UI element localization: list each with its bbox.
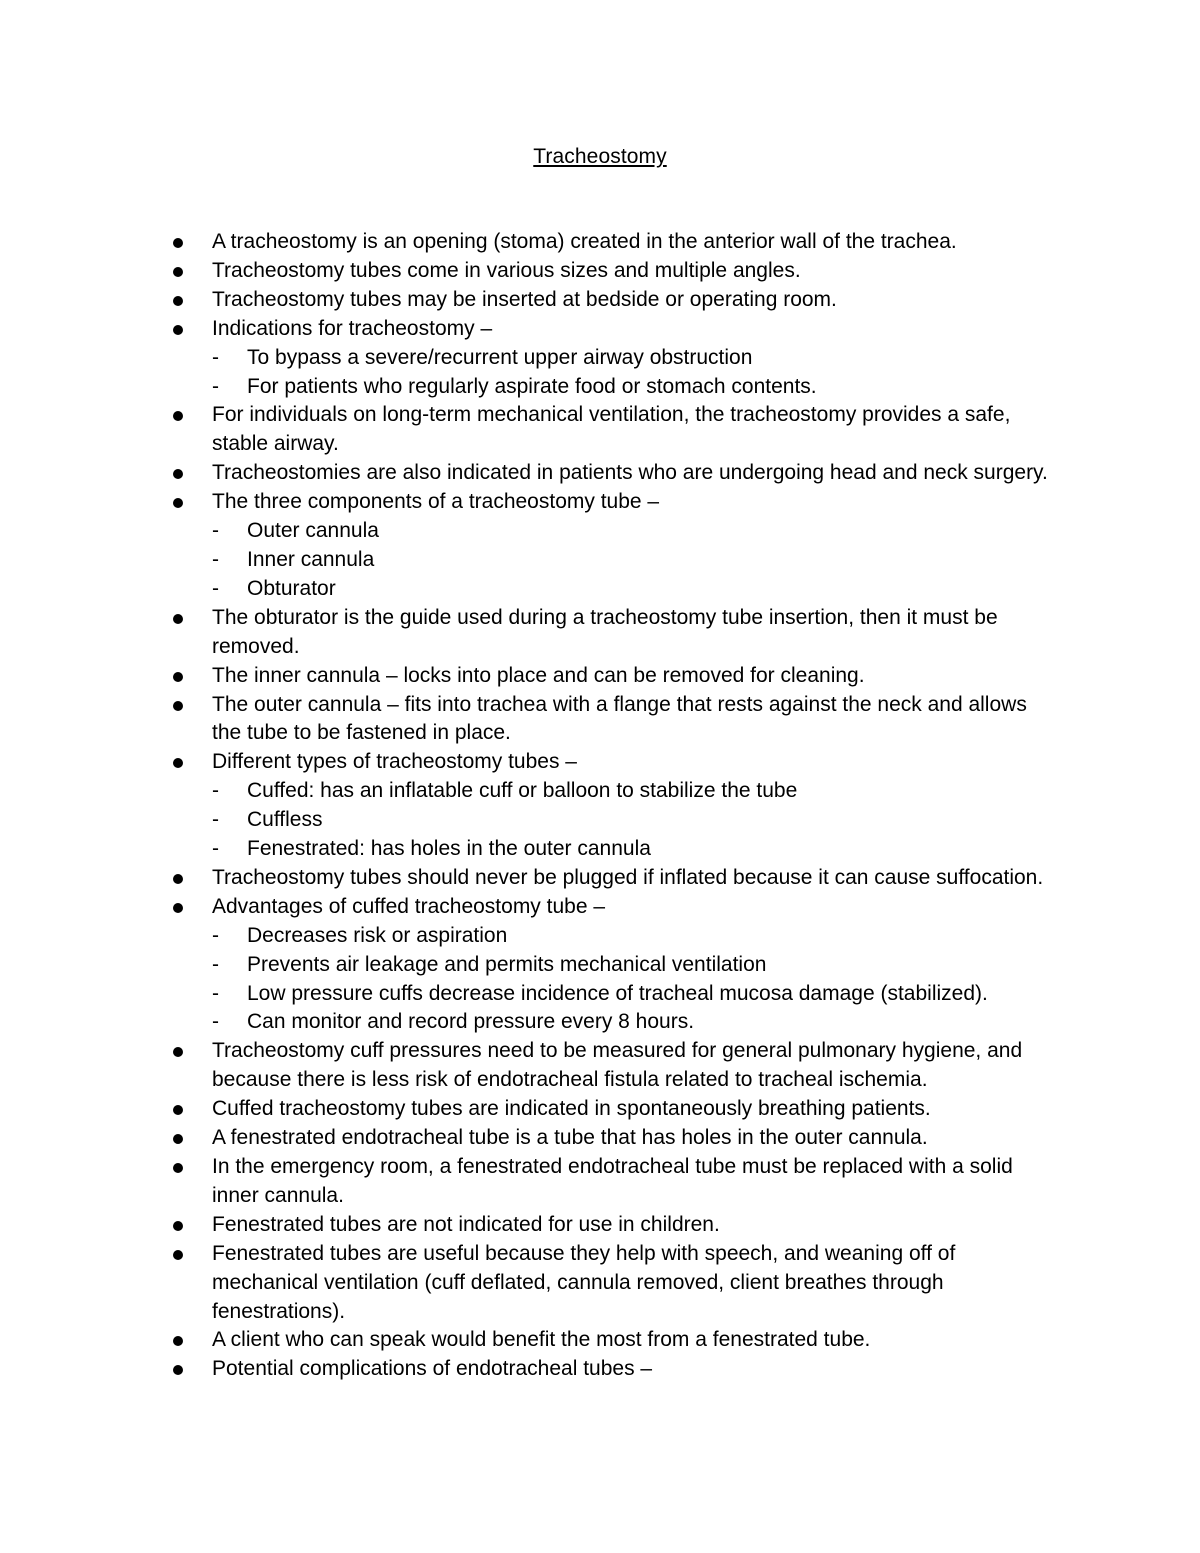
bullet-icon [173,1336,183,1346]
list-item [0,228,1200,257]
dash-icon: - [212,952,219,976]
list-item [0,1124,1200,1153]
sub-list-item [0,546,1200,575]
dash-icon: - [212,981,219,1005]
list-item-text: A tracheostomy is an opening (stoma) created in the anterior wall of the trachea. [212,230,957,253]
sub-list-item [0,344,1200,373]
sub-list-item [0,806,1200,835]
list-item-text: Tracheostomy cuff pressures need to be measured for general pulmonary hygiene, and because there is less risk of endotracheal fistula related to tracheal ischemia. [212,1039,1023,1092]
bullet-icon [173,1365,183,1375]
bullet-icon [173,1250,183,1260]
dash-icon: - [212,519,219,543]
list-item [0,315,1200,344]
dash-icon: - [212,779,219,803]
list-item-text: The outer cannula – fits into trachea with a flange that rests against the neck and allows the tube to be fastened in place. [212,692,1027,745]
list-item [0,488,1200,517]
sub-list-item [0,951,1200,980]
list-item [0,893,1200,922]
list-item-text: Prevents air leakage and permits mechanical ventilation [247,952,767,976]
dash-icon: - [212,837,219,861]
bullet-icon [173,1163,183,1173]
bullet-icon [173,672,183,682]
list-item-text: Fenestrated: has holes in the outer cannula [247,837,651,861]
bullet-icon [173,498,183,508]
bullet-icon [173,296,183,306]
list-item-text: Cuffless [247,808,323,832]
list-item-text: Low pressure cuffs decrease incidence of tracheal mucosa damage (stabilized). [247,981,988,1005]
dash-icon: - [212,345,219,369]
dash-icon: - [212,808,219,832]
bullet-icon [173,411,183,421]
list-item [0,1326,1200,1355]
list-item [0,604,1200,662]
list-item-text: Can monitor and record pressure every 8 hours. [247,1010,695,1034]
sub-list-item [0,835,1200,864]
sub-list-item [0,777,1200,806]
bullet-icon [173,903,183,913]
bullet-icon [173,1047,183,1057]
list-item-text: Tracheostomy tubes come in various sizes and multiple angles. [212,258,801,282]
list-item-text: Tracheostomy tubes should never be plugged if inflated because it can cause suffocation. [212,865,1044,889]
list-item-text: Cuffed tracheostomy tubes are indicated in spontaneously breathing patients. [212,1097,931,1121]
list-item [0,401,1200,459]
list-item-text: In the emergency room, a fenestrated endotracheal tube must be replaced with a solid inner cannula. [212,1155,1013,1207]
sub-list-item [0,517,1200,546]
bullet-icon [173,267,183,277]
bullet-icon [173,874,183,884]
list-item-text: Indications for tracheostomy – [212,316,493,340]
list-item [0,1355,1200,1384]
list-item-text: Advantages of cuffed tracheostomy tube – [212,894,606,918]
list-item-text: The obturator is the guide used during a tracheostomy tube insertion, then it must be removed. [212,605,998,658]
list-item-text: The three components of a tracheostomy tube – [212,490,660,514]
list-item [0,1211,1200,1240]
list-item [0,459,1200,488]
list-item [0,748,1200,777]
dash-icon: - [212,547,219,571]
list-item [0,691,1200,749]
bullet-icon [173,614,183,624]
sub-list-item [0,373,1200,402]
list-item-text: A fenestrated endotracheal tube is a tube that has holes in the outer cannula. [212,1126,928,1150]
bullet-list [0,228,1200,1384]
list-item-text: The inner cannula – locks into place and can be removed for cleaning. [212,663,865,687]
list-item-text: Tracheostomy tubes may be inserted at bedside or operating room. [212,287,837,311]
list-item-text: Decreases risk or aspiration [247,923,508,947]
list-item-text: Fenestrated tubes are not indicated for use in children. [212,1212,720,1236]
list-item-text: Potential complications of endotracheal tubes – [212,1357,653,1381]
dash-icon: - [212,576,219,600]
list-item-text: A client who can speak would benefit the most from a fenestrated tube. [212,1328,871,1352]
list-item [0,1240,1200,1327]
list-item-text: Outer cannula [247,519,379,543]
bullet-icon [173,701,183,711]
sub-list-item [0,922,1200,951]
list-item-text: Different types of tracheostomy tubes – [212,750,577,774]
bullet-icon [173,1134,183,1144]
list-item-text: For patients who regularly aspirate food or stomach contents. [247,374,817,398]
list-item-text: For individuals on long-term mechanical ventilation, the tracheostomy provides a safe, stable airway. [212,403,1011,456]
bullet-icon [173,758,183,768]
bullet-icon [173,469,183,479]
list-item-text: Tracheostomies are also indicated in patients who are undergoing head and neck surgery. [212,461,1048,485]
sub-list-item [0,575,1200,604]
dash-icon: - [212,923,219,947]
list-item-text: Obturator [247,576,336,600]
bullet-icon [173,238,183,248]
bullet-icon [173,1221,183,1231]
list-item [0,257,1200,286]
list-item-text: Inner cannula [247,547,375,571]
bullet-icon [173,325,183,335]
dash-icon: - [212,1010,219,1034]
list-item-text: Fenestrated tubes are useful because they help with speech, and weaning off of mechanical ventilation (cuff deflated, cannula removed, client breathes through fenestrations). [212,1241,956,1323]
page-title: Tracheostomy [533,145,667,168]
list-item [0,662,1200,691]
sub-list-item [0,1008,1200,1037]
list-item [0,1095,1200,1124]
dash-icon: - [212,374,219,398]
sub-list-item [0,980,1200,1009]
bullet-icon [173,1105,183,1115]
list-item [0,1153,1200,1211]
list-item-text: Cuffed: has an inflatable cuff or balloon to stabilize the tube [247,779,798,803]
list-item-text: To bypass a severe/recurrent upper airway obstruction [247,345,753,369]
list-item [0,1037,1200,1095]
list-item [0,864,1200,893]
list-item [0,286,1200,315]
